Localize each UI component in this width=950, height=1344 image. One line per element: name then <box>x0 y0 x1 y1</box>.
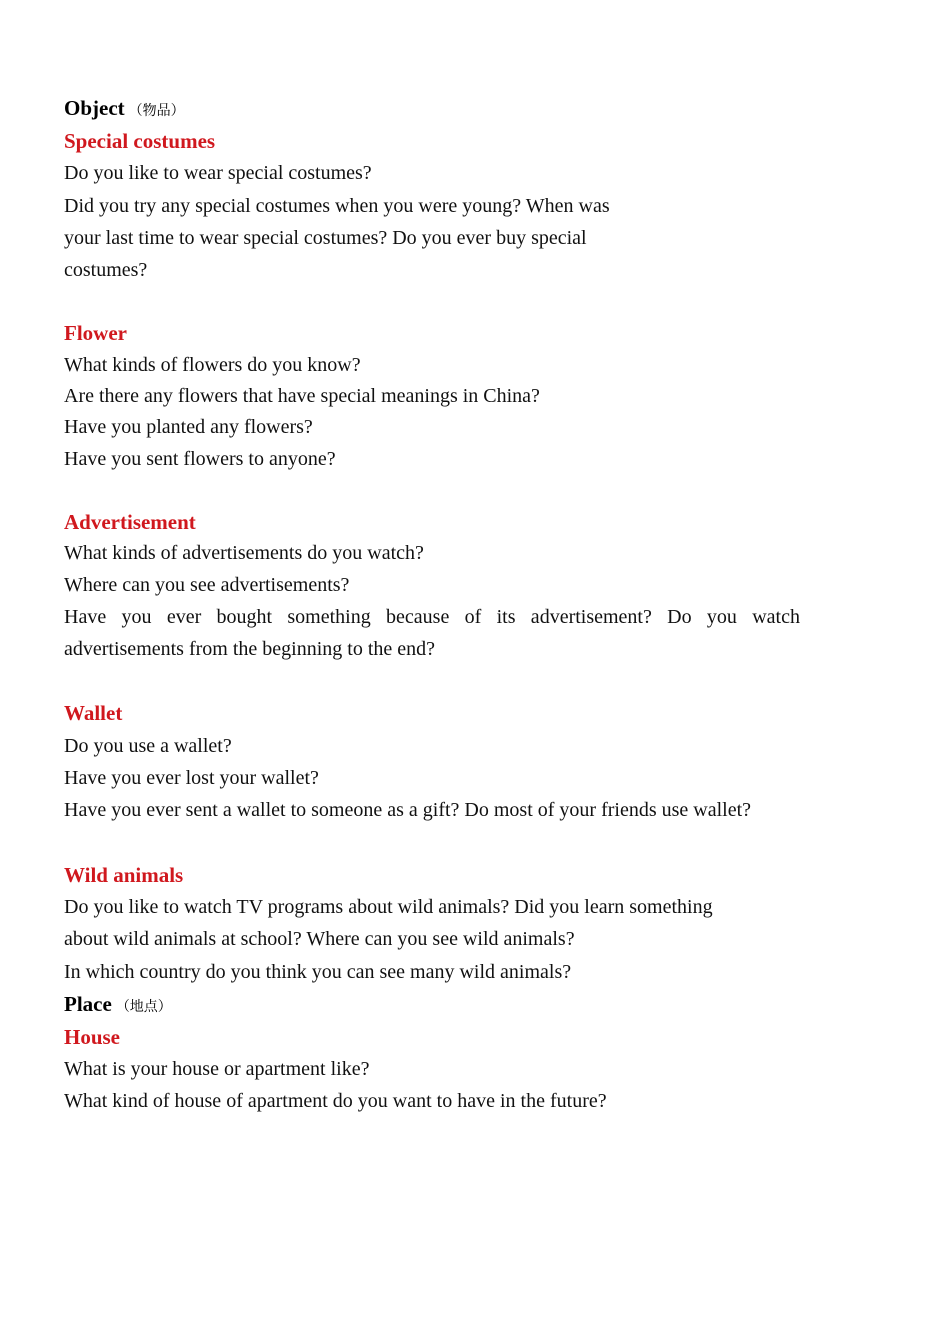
question-line: Do you like to wear special costumes? <box>64 162 372 185</box>
topic-flower <box>64 318 800 474</box>
document-page <box>64 92 800 1118</box>
question-line: Have you ever lost your wallet? <box>64 767 319 790</box>
topic-wild-animals <box>64 859 800 988</box>
question-line: What kind of house of apartment do you want to have in the future? <box>64 1090 607 1113</box>
place-section-heading <box>64 988 800 1021</box>
topic-title: Advertisement <box>64 509 196 534</box>
topic-special-costumes <box>64 125 800 286</box>
question-line: costumes? <box>64 259 148 282</box>
topic-title: Wallet <box>64 701 123 726</box>
spacer <box>64 827 800 859</box>
topic-title: House <box>64 1024 121 1049</box>
spacer <box>64 665 800 697</box>
topic-advertisement <box>64 507 800 665</box>
question-line: Have you ever sent a wallet to someone as a gift? Do most of your friends use wallet? <box>64 799 752 822</box>
question-line: Have you planted any flowers? <box>64 416 313 439</box>
topic-house <box>64 1021 800 1118</box>
object-section-heading <box>64 92 800 125</box>
question-line: your last time to wear special costumes? Do you ever buy special <box>64 226 587 249</box>
topic-wallet <box>64 697 800 826</box>
question-line: Have you sent flowers to anyone? <box>64 447 336 470</box>
topic-title: Flower <box>64 321 127 346</box>
question-line: Where can you see advertisements? <box>64 573 350 596</box>
question-line: Are there any flowers that have special meanings in China? <box>64 385 540 408</box>
question-line: In which country do you think you can see many wild animals? <box>64 960 572 983</box>
question-line: Did you try any special costumes when you were young? When was <box>64 194 610 217</box>
topic-title: Special costumes <box>64 129 216 153</box>
spacer <box>64 286 800 318</box>
question-line: Do you like to watch TV programs about wild animals? Did you learn something <box>64 895 713 918</box>
place-heading-cjk: （地点） <box>115 998 172 1015</box>
question-line: What kinds of flowers do you know? <box>64 353 361 376</box>
place-heading-label: Place <box>64 991 112 1016</box>
topic-title: Wild animals <box>64 862 184 887</box>
question-line: about wild animals at school? Where can you see wild animals? <box>64 928 575 951</box>
object-heading-cjk: （物品） <box>128 103 185 119</box>
question-line: Do you use a wallet? <box>64 734 232 757</box>
question-line: Have you ever bought something because of its advertisement? Do you watch advertisements from the beginning to the end? <box>64 605 800 661</box>
object-heading-label: Object <box>64 96 125 120</box>
spacer <box>64 475 800 507</box>
question-line: What is your house or apartment like? <box>64 1058 370 1081</box>
question-line: What kinds of advertisements do you watch? <box>64 542 424 565</box>
